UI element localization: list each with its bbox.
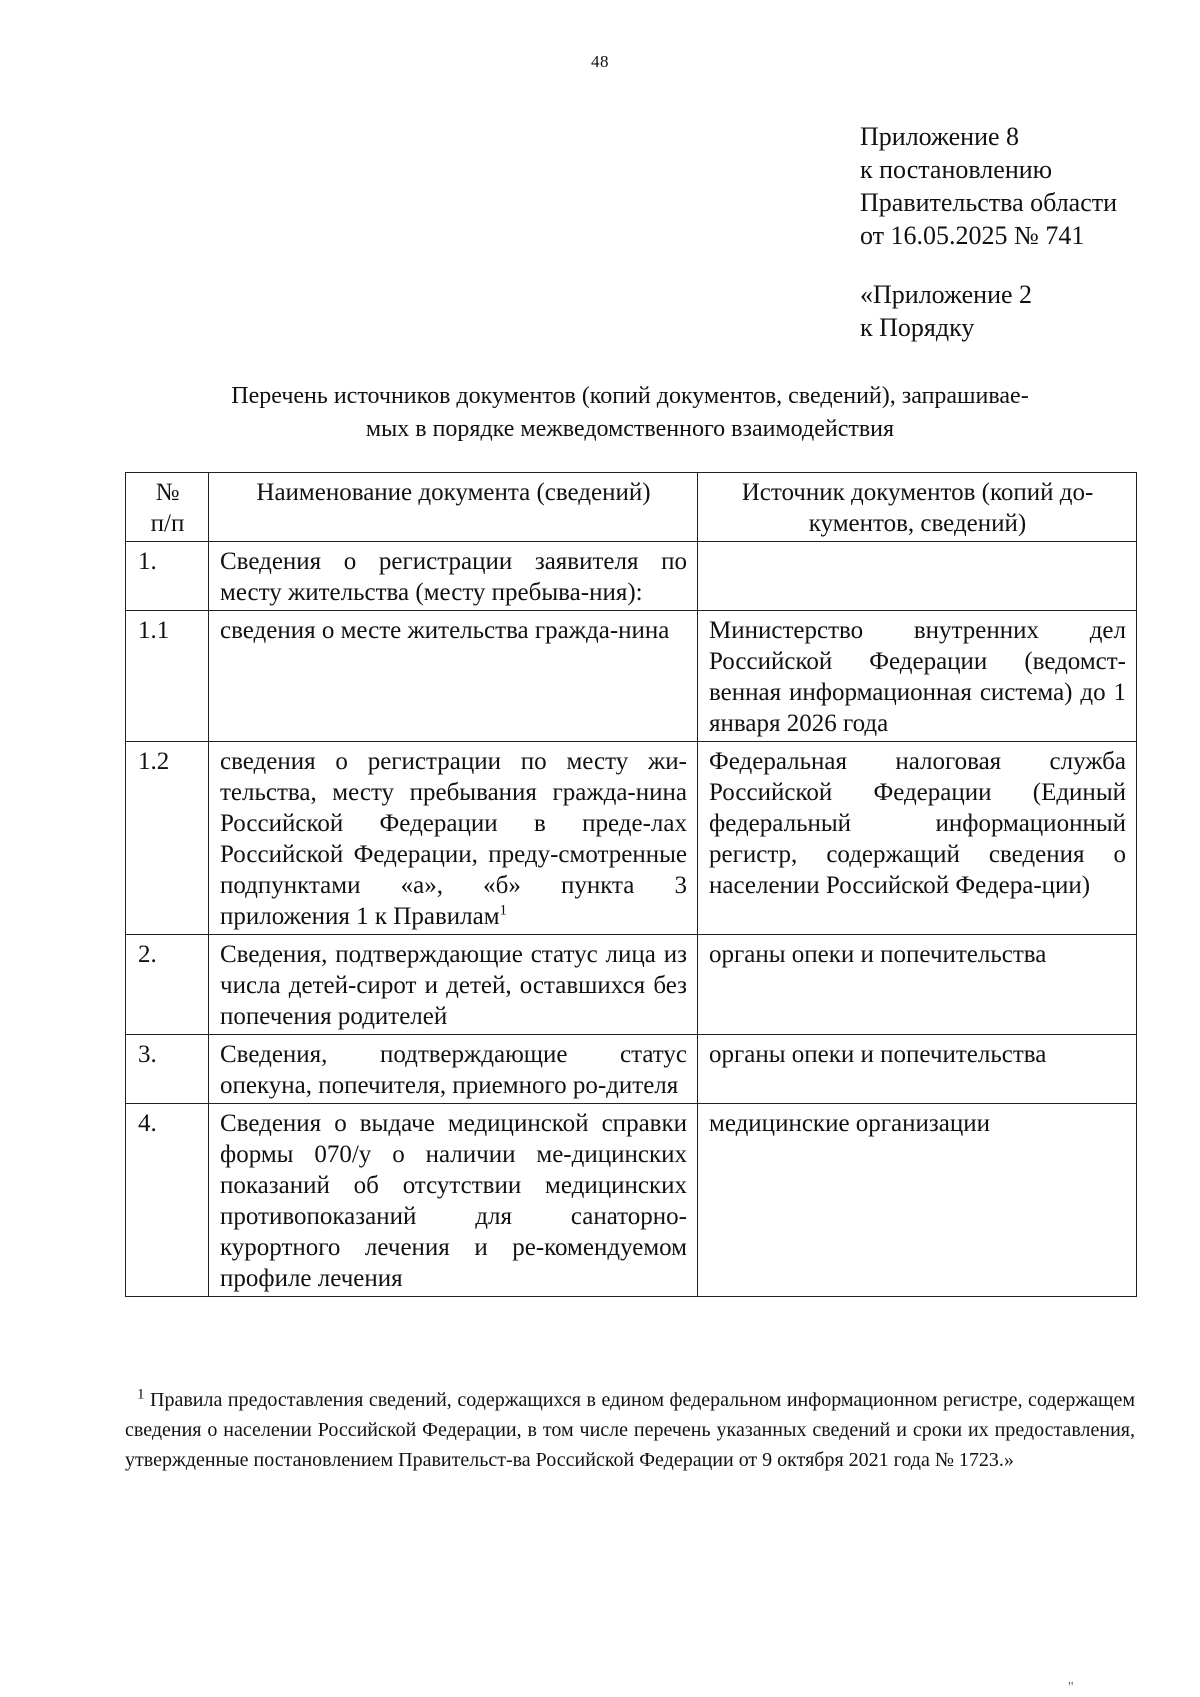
footnote-reference: 1 [499,902,508,919]
appendix-spacer [860,252,1117,278]
row-source: органы опеки и попечительства [698,935,1137,1035]
table-row [126,1035,1137,1104]
table-row [126,611,1137,742]
row-document-name-text: сведения о регистрации по месту жи-тельства, месту пребывания гражда-нина Российской Федерации в преде-лах Российской Федерации, преду-смотренные подпунктами «а», «б» пункта 3 приложения 1 к Правилам [220,748,687,930]
row-source [698,542,1137,611]
inner-appendix-ref: к Порядку [860,313,975,342]
row-number: 1.2 [126,742,209,935]
header-number-abbr: п/п [150,510,185,537]
row-document-name: сведения о месте жительства гражда-нина [209,611,698,742]
document-title-line-2: мых в порядке межведомственного взаимодействия [365,416,895,442]
row-number: 3. [126,1035,209,1104]
corner-mark: " [1068,1680,1074,1695]
row-source: медицинские организации [698,1104,1137,1297]
table-header-row [126,473,1137,542]
header-number-symbol: № [155,479,180,506]
appendix-date-number: от 16.05.2025 № 741 [860,221,1085,250]
table-row [126,542,1137,611]
footnote-marker: 1 [137,1386,145,1403]
inner-appendix-title: «Приложение 2 [860,280,1033,309]
sources-table [125,472,1137,1297]
table-row [126,742,1137,935]
row-number: 1.1 [126,611,209,742]
row-source: Министерство внутренних дел Российской Федерации (ведомст-венная информационная система) до 1 января 2026 года [698,611,1137,742]
table-row [126,1104,1137,1297]
page-number: 48 [591,52,609,71]
appendix-title: Приложение 8 [860,122,1020,151]
header-number [126,473,209,542]
appendix-issuer: Правительства области [860,188,1118,217]
header-source: Источник документов (копий до-кументов, сведений) [698,473,1137,542]
document-title-line-1: Перечень источников документов (копий документов, сведений), запрашивае- [231,383,1029,409]
document-title [140,380,1120,446]
row-document-name: Сведения о выдаче медицинской справки формы 070/у о наличии ме-дицинских показаний об отсутствии медицинских противопоказаний для санаторно-курортного лечения и ре-комендуемом профиле лечения [209,1104,698,1297]
footnote [125,1385,1135,1475]
row-document-name: Сведения, подтверждающие статус опекуна, попечителя, приемного ро-дителя [209,1035,698,1104]
row-number: 1. [126,542,209,611]
row-source: Федеральная налоговая служба Российской Федерации (Единый федеральный информационный регистр, содержащий сведения о населении Российской Федера-ции) [698,742,1137,935]
appendix-header [860,120,1117,344]
table-row [126,935,1137,1035]
header-document-name: Наименование документа (сведений) [209,473,698,542]
row-document-name: Сведения о регистрации заявителя по месту жительства (месту пребыва-ния): [209,542,698,611]
footnote-text: Правила предоставления сведений, содержащихся в едином федеральном информационном регистре, содержащем сведения о населении Российской Федерации, в том числе перечень указанных сведений и сроки их предоставления, утвержденные постановлением Правительст-ва Российской Федерации от 9 октября 2021 года № 1723.» [125,1389,1135,1471]
row-document-name [209,742,698,935]
appendix-ref-line: к постановлению [860,155,1053,184]
row-number: 4. [126,1104,209,1297]
row-document-name: Сведения, подтверждающие статус лица из числа детей-сирот и детей, оставшихся без попечения родителей [209,935,698,1035]
row-number: 2. [126,935,209,1035]
row-source: органы опеки и попечительства [698,1035,1137,1104]
